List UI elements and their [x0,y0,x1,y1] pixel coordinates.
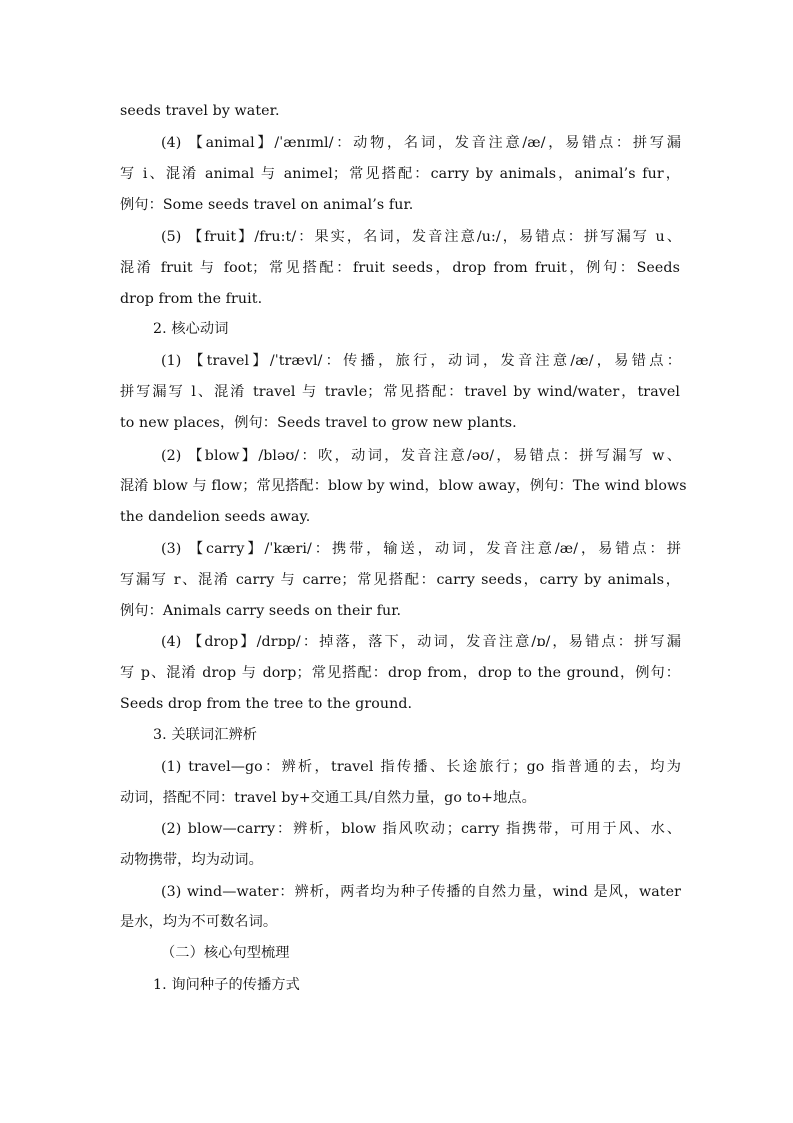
text-line: 写 i、混淆 animal 与 animel；常见搭配：carry by animals，animal’s fur， [120,166,680,182]
section-heading-sentence-patterns: （二）核心句型梳理 [161,945,290,961]
section-heading-vocab-analysis: 3. 关联词汇辨析 [153,727,258,743]
vocab-item-blow: (2) 【blow】/bləʊ/：吹，动词，发音注意/əʊ/，易错点：拼写漏写 w、 [161,448,681,464]
example-sentence: Seeds drop from the tree to the ground. [120,696,413,712]
analysis-item-blow-carry: (2) blow—carry：辨析，blow 指风吹动；carry 指携带，可用于风、水、 [161,821,681,837]
vocab-item-carry: (3) 【carry】/ˈkæri/：携带，输送，动词，发音注意/æ/，易错点：拼 [161,541,681,557]
vocab-item-drop: (4) 【drop】/drɒp/：掉落，落下，动词，发音注意/ɒ/，易错点：拼写漏 [161,634,681,650]
text-line: 动物携带，均为动词。 [120,852,263,868]
section-heading-core-verbs: 2. 核心动词 [153,321,229,337]
vocab-item-fruit: (5) 【fruit】/fru:t/：果实，名词，发音注意/u:/，易错点：拼写漏写 u、 [161,229,681,245]
text-line: drop from the fruit. [120,291,263,307]
subsection-heading: 1. 询问种子的传播方式 [153,977,300,993]
text-line: 拼写漏写 l、混淆 travel 与 travle；常见搭配：travel by wind/water，travel [120,384,680,400]
example-sentence: 例句：Animals carry seeds on their fur. [120,603,402,619]
analysis-item-wind-water: (3) wind—water：辨析，两者均为种子传播的自然力量，wind 是风，water [161,884,681,900]
text-line: 混淆 fruit 与 foot；常见搭配：fruit seeds，drop from fruit，例句：Seeds [120,260,680,276]
analysis-item-travel-go: (1) travel—go：辨析，travel 指传播、长途旅行；go 指普通的去，均为 [161,759,681,775]
text-line: 是水，均为不可数名词。 [120,914,278,930]
text-line: seeds travel by water. [120,103,280,119]
text-line: 写漏写 r、混淆 carry 与 carre；常见搭配：carry seeds，carry by animals， [120,572,680,588]
text-line: the dandelion seeds away. [120,509,311,525]
vocab-item-travel: (1) 【travel】/ˈtrævl/：传播，旅行，动词，发音注意/æ/，易错点： [161,353,681,369]
text-line: 混淆 blow 与 flow；常见搭配：blow by wind，blow away，例句：The wind blows [120,478,687,494]
example-sentence: to new places，例句：Seeds travel to grow new plants. [120,415,517,431]
text-line: 动词，搭配不同：travel by+交通工具/自然力量，go to+地点。 [120,790,536,806]
example-sentence: 例句：Some seeds travel on animal’s fur. [120,197,414,213]
vocab-item-animal: (4) 【animal】/ˈænɪml/：动物，名词，发音注意/æ/，易错点：拼写漏 [161,135,681,151]
text-line: 写 p、混淆 drop 与 dorp；常见搭配：drop from，drop to the ground，例句： [120,665,680,681]
